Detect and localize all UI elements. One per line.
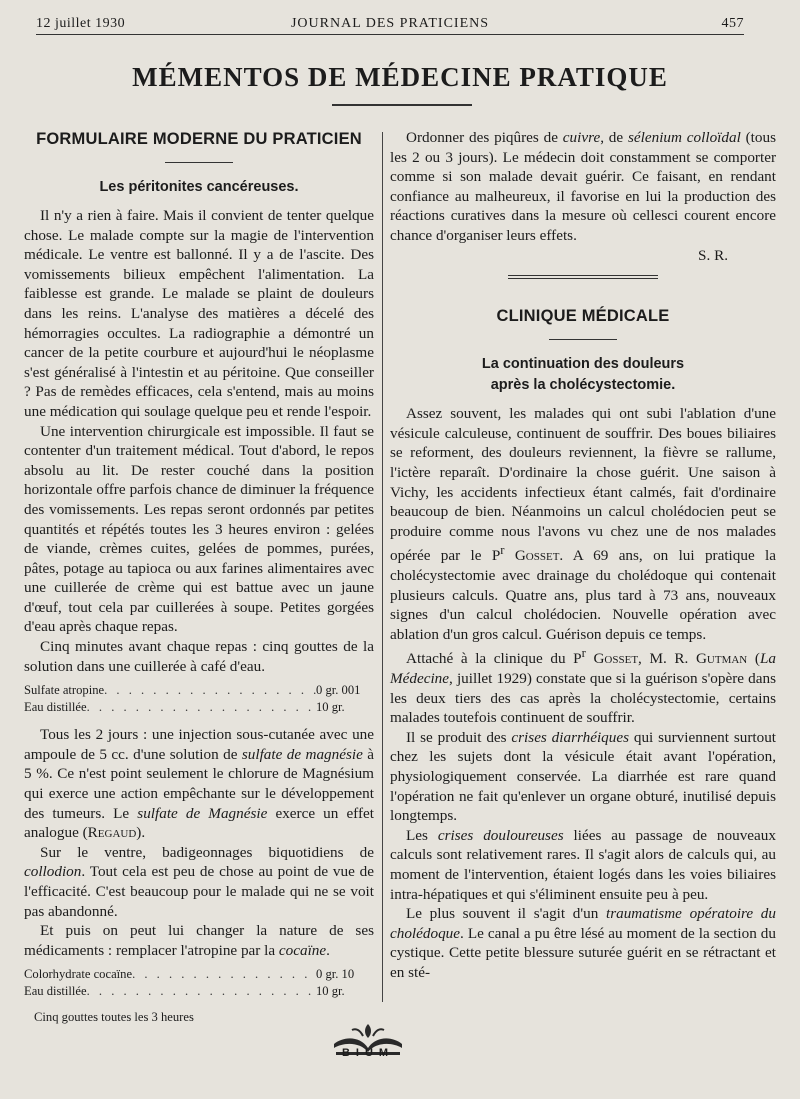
paragraph: Tous les 2 jours : une injection sous-cutanée avec une ampoule de 5 cc. d'une solution de sulfate de magnésie à 5 %. Ce n'est point seulement le chlorure de Magnésium qui exerce une action empêchante sur le développement des tumeurs. Le sulfate de Magnésie exerce un effet analogue (Regaud). (24, 726, 374, 842)
page-number: 457 (721, 16, 744, 31)
prescription-row (24, 699, 374, 716)
quantity: 0 gr. 001 (316, 683, 361, 698)
article-separator (508, 275, 658, 279)
quantity: 10 gr. (316, 699, 345, 714)
ingredient: Eau distillée (24, 983, 87, 998)
issue-date: 12 juillet 1930 (36, 16, 126, 31)
prescription-atropine (24, 682, 374, 715)
article-title-peritonites: Les péritonites cancéreuses. (99, 179, 299, 195)
paragraph: Il n'y a rien à faire. Mais il convient de tenter quelque chose. Le malade compte sur la magie de l'intervention médicale. Le ventre est ballonné. Il y a de l'ascite. Des vomissements bilieux empêchent l'alimentation. La faiblesse est grande. Le malade se plaint de douleurs dans les reins. L'analyse des matières a décelé des hémorragies occultes. La radiographie a démontré un cancer de la petite courbure et aujourd'hui le néoplasme s'est généralisé à l'intestin et au péritoine. Que conseiller ? Pas de remèdes efficaces, cela s'entend, mais au moins une médication qui soulage quelque peu et rende l'espoir. (24, 207, 374, 420)
leader-dots (87, 699, 316, 716)
quantity: 10 gr. (316, 983, 345, 998)
paragraph: Sur le ventre, badigeonnages biquotidiens de collodion. Tout cela est peu de chose au point de vue de l'efficacité. C'est beaucoup pour le malade qui ne se voit pas abandonné. (24, 843, 374, 920)
prescription-cocaine (24, 966, 374, 999)
leader-dots (132, 966, 316, 983)
section-divider (549, 339, 617, 340)
dosage-note: Cinq gouttes toutes les 3 heures (34, 1010, 194, 1025)
paragraph: Une intervention chirurgicale est impossible. Il faut se contenter d'un traitement médical. Tout d'abord, le repos absolu au lit. De rester couché dans la position horizontale offre parfois chance de diminuer la fréquence des vomissements. Les repas seront ordonnés par petites quantités et répétés toutes les 3 heures environ : gelées de viande, crèmes cuites, gelées de pommes, purées, pâtes, potage au tapioca ou aux farines alimentaires avec une cuillerée de crème qui est battue avec un jaune d'œuf, tout cela par cuillerées à soupe. Petites gorgées d'eau après chaque repas. (24, 422, 374, 636)
quantity: 0 gr. 10 (316, 967, 355, 982)
right-column (390, 128, 776, 983)
section-title-formulaire: FORMULAIRE MODERNE DU PRATICIEN (36, 130, 362, 148)
paragraph: Assez souvent, les malades qui ont subi l'ablation d'une vésicule calculeuse, continuent de souffrir. Des boues biliaires se reforment, des douleurs reviennent, la fièvre se rallume, l'ictère reparaît. D'ordinaire la chose guérit. Une saison à Vichy, les accidents infectieux étant calmés, fait d'ordinaire beaucoup de bien. Néanmoins un calcul cholédocien peut se produire comme nous l'avons vu chez une de nos malades opérée par le $P^r$ Gosset. A 69 ans, on lui pratique la cholécystectomie avec drainage du cholédoque qui contenait plusieurs calculs. Quatre ans, plus tard à 73 ans, nouveaux signes d'un calcul cholédocien. Nouvelle opération avec ablation d'un gros calcul. Guérison depuis ce temps. (390, 405, 776, 643)
ingredient: Colorhydrate cocaïne (24, 967, 133, 982)
prescription-row (24, 983, 374, 1000)
journal-name: JOURNAL DES PRATICIENS (290, 16, 490, 31)
paragraph: Il se produit des crises diarrhéiques qui surviennent surtout chez les sujets dont la vésicule était avant l'opération, physiologiquement conservée. La diarrhée est rare quand l'opération ne fait qu'enlever un organe obturé, inutilisé depuis longtemps. (390, 728, 777, 825)
paragraph: Ordonner des piqûres de cuivre, de sélenium colloïdal (tous les 2 ou 3 jours). Le médecin doit constamment se comporter comme si son malade devait guérir. Ce faisant, en rendant confiance au malheureux, il favorise en lui la production des réactions curatives dans la mesure où cellesci courent encore chance d'organiser leurs effets. (390, 129, 776, 244)
paragraph: Les crises douloureuses liées au passage de nouveaux calculs sont relativement rares. Il s'agit alors de calculs qui, au moment de l'intervention, étaient logés dans les voies biliaires intra-hépatiques et qui s'éliminent ensuite peu à peu. (390, 826, 776, 903)
column-divider (382, 132, 383, 1002)
paragraph: Et puis on peut lui changer la nature de ses médicaments : remplacer l'atropine par la cocaïne. (24, 922, 374, 959)
author-signature: S. R. (698, 246, 728, 264)
page-title: MÉMENTOS DE MÉDECINE PRATIQUE (132, 62, 668, 92)
article-title-cholecystectomie: La continuation des douleurs après la cholécystectomie. (481, 356, 685, 394)
prescription-row (24, 682, 374, 699)
leader-dots (87, 983, 316, 1000)
ingredient: Sulfate atropine (24, 683, 105, 698)
logo-text: BIUM (341, 1047, 395, 1059)
paragraph: Le plus souvent il s'agit d'un traumatisme opératoire du cholédoque. Le canal a pu être lésé au moment de la section du cystique. Cette petite blessure suturée guérit en se rétractant et en sté- (390, 905, 776, 981)
left-column (24, 128, 374, 1025)
paragraph: Attaché à la clinique du $P^r$ Gosset, M. R. Gutman (La Médecine, juillet 1929) constate que si la guérison s'opère dans les deux tiers des cas après la cholécystectomie, certains malades toutefois continuent de souffrir. (390, 646, 776, 727)
ingredient: Eau distillée (24, 699, 87, 714)
title-divider (332, 104, 472, 106)
running-header (36, 14, 744, 35)
section-title-clinique: CLINIQUE MÉDICALE (496, 307, 670, 326)
prescription-row (24, 966, 374, 983)
leader-dots (104, 682, 316, 699)
section-divider (165, 162, 233, 163)
paragraph: Cinq minutes avant chaque repas : cinq gouttes de la solution dans une cuillerée à café d'eau. (24, 638, 374, 675)
